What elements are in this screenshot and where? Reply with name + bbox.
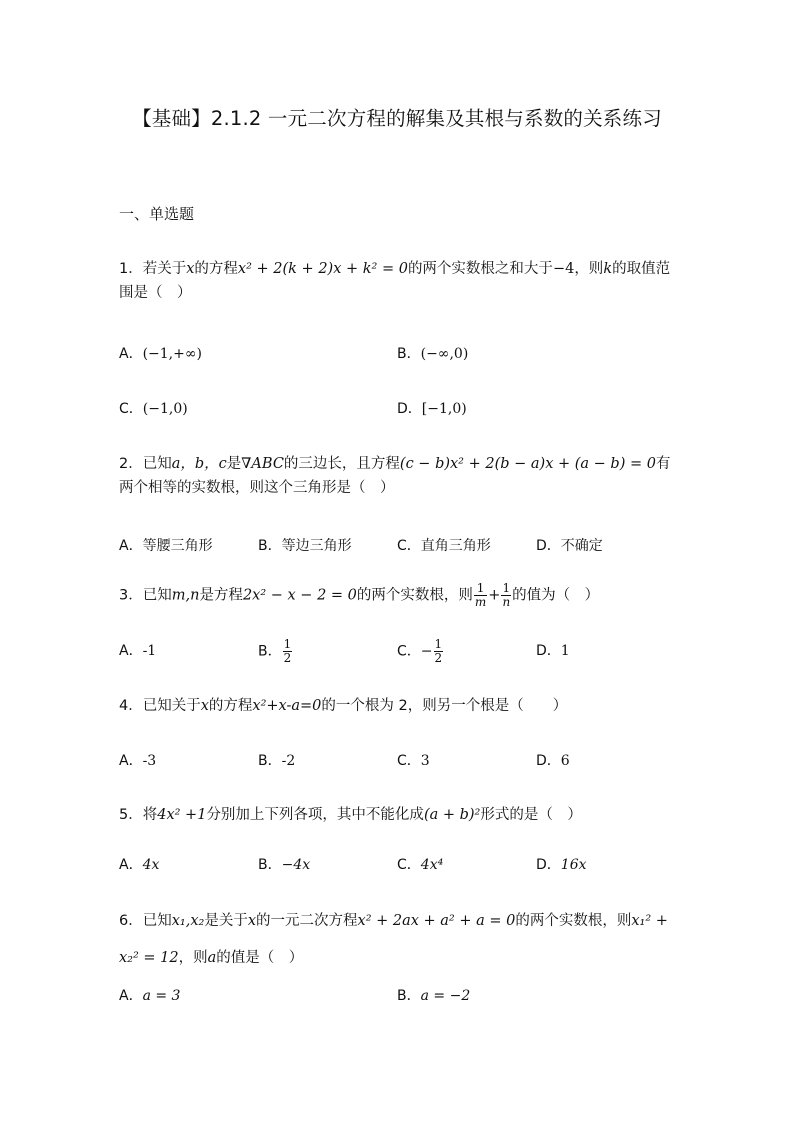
- fraction-numerator: 1: [474, 582, 487, 596]
- option-text: 4x⁴: [420, 857, 444, 873]
- math-operator: +: [488, 587, 501, 604]
- math-expression: (a + b)²: [423, 807, 481, 823]
- option-a[interactable]: [119, 854, 159, 876]
- option-text: 3: [420, 753, 430, 769]
- math-variable: k: [603, 261, 613, 277]
- option-b[interactable]: [397, 985, 470, 1007]
- question-text: 已知: [142, 456, 172, 472]
- option-a[interactable]: [119, 750, 156, 772]
- question-text: 是关于: [204, 913, 248, 929]
- fraction-denominator: 2: [434, 651, 443, 665]
- question-text: 的取值范围是（ ）: [119, 261, 671, 301]
- question-text: 有两个相等的实数根，则这个三角形是（ ）: [119, 456, 671, 496]
- question-1: [119, 257, 679, 305]
- option-letter: D．: [536, 753, 561, 769]
- option-letter: A．: [119, 988, 143, 1004]
- option-a[interactable]: [119, 640, 156, 662]
- option-letter: A．: [119, 538, 143, 554]
- math-expression: 4x² +1: [157, 807, 207, 823]
- option-d[interactable]: [536, 535, 603, 557]
- option-text: (−∞,0): [420, 346, 469, 362]
- math-variable: x₁,x₂: [171, 913, 205, 929]
- option-letter: B．: [258, 857, 282, 873]
- option-a[interactable]: [119, 985, 180, 1007]
- option-b[interactable]: [258, 535, 352, 557]
- math-equation: x²+x-a=0: [252, 698, 322, 714]
- math-triangle: ∇ABC: [241, 456, 284, 472]
- math-equation: (c − b)x² + 2(b − a)x + (a − b) = 0: [399, 456, 656, 472]
- question-text: 若关于: [142, 261, 187, 277]
- math-variable: m,n: [171, 587, 200, 604]
- option-text: (−1,0): [142, 401, 188, 417]
- option-b[interactable]: [258, 854, 310, 876]
- math-value: −4: [552, 261, 575, 277]
- option-letter: C．: [397, 538, 421, 554]
- option-letter: C．: [397, 753, 421, 769]
- question-text: 的一元二次方程: [256, 913, 358, 929]
- question-text: 的方程: [194, 261, 238, 277]
- option-letter: D．: [397, 401, 422, 417]
- question-3: [119, 582, 679, 609]
- option-c[interactable]: [119, 398, 188, 420]
- option-letter: C．: [397, 643, 421, 660]
- question-text: 的三边长，且方程: [283, 456, 400, 472]
- option-text: -2: [281, 753, 296, 769]
- option-text: 等腰三角形: [142, 538, 213, 554]
- option-letter: B．: [397, 988, 421, 1004]
- option-d[interactable]: [536, 854, 587, 876]
- option-text: (−1,+∞): [142, 346, 202, 362]
- option-letter: B．: [258, 643, 282, 660]
- option-text: 4x: [142, 857, 160, 873]
- option-d[interactable]: [397, 398, 467, 420]
- option-letter: D．: [536, 857, 561, 873]
- question-text: 形式的是（ ）: [480, 807, 582, 823]
- option-b[interactable]: [258, 638, 293, 665]
- option-letter: B．: [258, 753, 282, 769]
- option-letter: A．: [119, 643, 143, 659]
- math-variable: x: [186, 261, 195, 277]
- question-text: 将: [142, 807, 158, 823]
- option-text: 直角三角形: [420, 538, 491, 554]
- fraction-denominator: n: [502, 595, 511, 609]
- question-number: 1．: [119, 261, 143, 277]
- question-number: 5．: [119, 807, 143, 823]
- option-text: 6: [560, 753, 570, 769]
- math-equation: x² + 2ax + a² + a = 0: [357, 913, 516, 929]
- question-5: [119, 803, 679, 827]
- question-text: 的两个实数根之和大于: [407, 261, 553, 277]
- option-text: a = 3: [142, 988, 181, 1004]
- question-4: [119, 694, 679, 718]
- option-letter: A．: [119, 346, 143, 362]
- question-text: ，则: [178, 950, 208, 966]
- math-equation: x² + 2(k + 2)x + k² = 0: [237, 261, 408, 277]
- option-c[interactable]: [397, 854, 443, 876]
- question-text: 的方程: [208, 698, 253, 714]
- question-text: 是方程: [199, 587, 243, 604]
- question-text: 的值是（ ）: [216, 950, 304, 966]
- question-2: [119, 452, 684, 500]
- option-b[interactable]: [258, 750, 295, 772]
- option-text: −4x: [281, 857, 311, 873]
- question-text: 已知: [142, 587, 172, 604]
- option-letter: C．: [119, 401, 143, 417]
- fraction-option: [434, 638, 444, 665]
- math-condition: x₁² + x₂² = 12: [119, 913, 668, 966]
- math-variable: a，b，c: [171, 456, 227, 472]
- question-text: 是: [226, 456, 242, 472]
- question-text: ，则: [574, 261, 604, 277]
- option-c[interactable]: [397, 638, 444, 665]
- question-number: 2．: [119, 456, 143, 472]
- math-variable: x: [200, 698, 209, 714]
- question-number: 4．: [119, 698, 143, 714]
- math-variable: x: [247, 913, 257, 929]
- option-letter: B．: [397, 346, 421, 362]
- option-text: a = −2: [420, 988, 471, 1004]
- page-title: 【基础】2.1.2 一元二次方程的解集及其根与系数的关系练习: [132, 107, 662, 130]
- option-c[interactable]: [397, 535, 491, 557]
- math-variable: a: [207, 950, 217, 966]
- question-text: 的两个实数根，则: [515, 913, 632, 929]
- option-a[interactable]: [119, 343, 202, 365]
- question-text: 已知关于: [142, 698, 201, 714]
- fraction-numerator: 1: [434, 637, 443, 651]
- option-c[interactable]: [397, 750, 430, 772]
- option-text: -3: [142, 753, 157, 769]
- question-6: [119, 903, 684, 977]
- fraction-1-over-n: [501, 582, 511, 609]
- math-equation: 2x² − x − 2 = 0: [242, 587, 357, 604]
- fraction-1-over-m: [474, 582, 487, 609]
- option-letter: D．: [536, 643, 561, 659]
- question-number: 3．: [119, 587, 143, 604]
- option-b[interactable]: [397, 343, 468, 365]
- question-text: 分别加上下列各项，其中不能化成: [206, 807, 424, 823]
- option-text: -1: [142, 643, 157, 659]
- option-text: [−1,0): [421, 401, 467, 417]
- fraction-numerator: 1: [502, 581, 511, 595]
- section-heading: 一、单选题: [119, 205, 195, 223]
- option-letter: A．: [119, 753, 143, 769]
- question-text: 的一个根为 2，则另一个根是（ ）: [321, 698, 568, 714]
- question-number: 6．: [119, 913, 143, 929]
- option-letter: C．: [397, 857, 421, 873]
- option-d[interactable]: [536, 640, 570, 662]
- fraction-denominator: 2: [283, 651, 292, 665]
- option-letter: A．: [119, 857, 143, 873]
- option-text: 1: [560, 643, 570, 659]
- math-operator: −: [420, 643, 433, 660]
- option-d[interactable]: [536, 750, 570, 772]
- question-text: 的两个实数根，则: [356, 587, 473, 604]
- option-letter: D．: [536, 538, 561, 554]
- option-text: 不确定: [560, 538, 603, 554]
- option-text: 等边三角形: [281, 538, 352, 554]
- option-text: 16x: [560, 857, 587, 873]
- question-text: 已知: [142, 913, 172, 929]
- fraction-option: [283, 638, 293, 665]
- fraction-denominator: m: [474, 595, 487, 609]
- question-text: 的值为（ ）: [512, 587, 600, 604]
- fraction-numerator: 1: [283, 637, 292, 651]
- option-a[interactable]: [119, 535, 213, 557]
- option-letter: B．: [258, 538, 282, 554]
